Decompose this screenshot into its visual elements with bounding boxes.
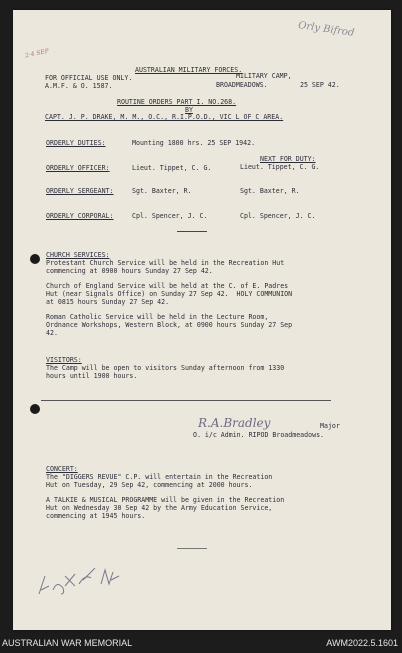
rc-line: 42. xyxy=(46,329,58,337)
orderly-corporal-label: ORDERLY CORPORAL: xyxy=(46,212,114,220)
handwritten-note: Orly Bifrod xyxy=(297,20,355,39)
next-for-duty-label: NEXT FOR DUTY: xyxy=(260,155,316,163)
camp-name: MILITARY CAMP, xyxy=(236,72,292,80)
orderly-officer-next: Lieut. Tippet, C. G. xyxy=(240,163,320,171)
visitors-line: The Camp will be open to visitors Sunday afternoon from 1330 xyxy=(46,364,285,372)
stamp-mark: 2·4 SEP xyxy=(24,47,50,60)
talkie-line: commencing at 1945 hours. xyxy=(46,512,146,520)
closing-divider xyxy=(177,548,207,549)
orderly-sergeant-label: ORDERLY SERGEANT: xyxy=(46,187,114,195)
orderly-corporal-current: Cpl. Spencer, J. C. xyxy=(132,212,208,220)
commanding-officer: CAPT. J. P. DRAKE, M. M., O.C., R.I.P.O.D., VIC L OF C AREA. xyxy=(45,113,284,121)
coe-line: Hut (near Signals Office) on Sunday 27 Sep 42. HOLY COMMUNION xyxy=(46,290,293,298)
orderly-officer-current: Lieut. Tippet, C. G. xyxy=(132,164,212,172)
orderly-sergeant-next: Sgt. Baxter, R. xyxy=(240,187,300,195)
talkie-line: A TALKIE & MUSICAL PROGRAMME will be given in the Recreation xyxy=(46,496,285,504)
coe-line: Church of England Service will be held at the C. of E. Padres xyxy=(46,282,289,290)
routine-orders-title: ROUTINE ORDERS PART I. NO.268. xyxy=(117,98,237,106)
talkie-line: Hut on Wednesday 30 Sep 42 by the Army Education Service, xyxy=(46,504,273,512)
official-use: FOR OFFICIAL USE ONLY. xyxy=(45,74,133,82)
document-title: AUSTRALIAN MILITARY FORCES. xyxy=(135,66,243,74)
camp-location: BROADMEADOWS. xyxy=(216,81,268,89)
document-date: 25 SEP 42. xyxy=(300,81,340,89)
protestant-line: commencing at 0900 hours Sunday 27 Sep 42. xyxy=(46,267,213,275)
section-divider xyxy=(177,231,207,232)
concert-line: The "DIGGERS REVUE" C.P. will entertain in the Recreation xyxy=(46,473,273,481)
document-page xyxy=(13,10,391,630)
signature-rule xyxy=(41,400,331,401)
visitors-heading: VISITORS: xyxy=(46,356,82,364)
protestant-line: Protestant Church Service will be held in the Recreation Hut xyxy=(46,259,285,267)
concert-line: Hut on Tuesday, 29 Sep 42, commencing at 2000 hours. xyxy=(46,481,253,489)
form-number: A.M.F. & O. 1587. xyxy=(45,82,113,90)
orderly-duties-label: ORDERLY DUTIES: xyxy=(46,139,106,147)
coe-line: at 0815 hours Sunday 27 Sep 42. xyxy=(46,298,170,306)
rc-line: Ordnance Workshops, Western Block, at 0900 hours Sunday 27 Sep xyxy=(46,321,293,329)
church-services-heading: CHURCH SERVICES: xyxy=(46,251,110,259)
orderly-corporal-next: Cpl. Spencer, J. C. xyxy=(240,212,316,220)
orderly-sergeant-current: Sgt. Baxter, R. xyxy=(132,187,192,195)
footer-accession-number: AWM2022.5.1601 xyxy=(326,638,398,648)
visitors-line: hours until 1900 hours. xyxy=(46,372,138,380)
signature: R.A.Bradley xyxy=(198,416,271,430)
handwritten-initials xyxy=(35,550,145,600)
concert-heading: CONCERT: xyxy=(46,465,78,473)
signature-title: O. i/c Admin. RIPOD Broadmeadows. xyxy=(193,431,325,439)
signature-rank: Major xyxy=(320,422,340,430)
by-label: BY xyxy=(185,106,193,114)
orderly-duties-value: Mounting 1800 hrs. 25 SEP 1942. xyxy=(132,139,256,147)
punch-hole xyxy=(30,254,40,264)
punch-hole xyxy=(30,404,40,414)
orderly-officer-label: ORDERLY OFFICER: xyxy=(46,164,110,172)
footer-institution: AUSTRALIAN WAR MEMORIAL xyxy=(2,638,133,648)
rc-line: Roman Catholic Service will be held in the Lecture Room, xyxy=(46,313,269,321)
